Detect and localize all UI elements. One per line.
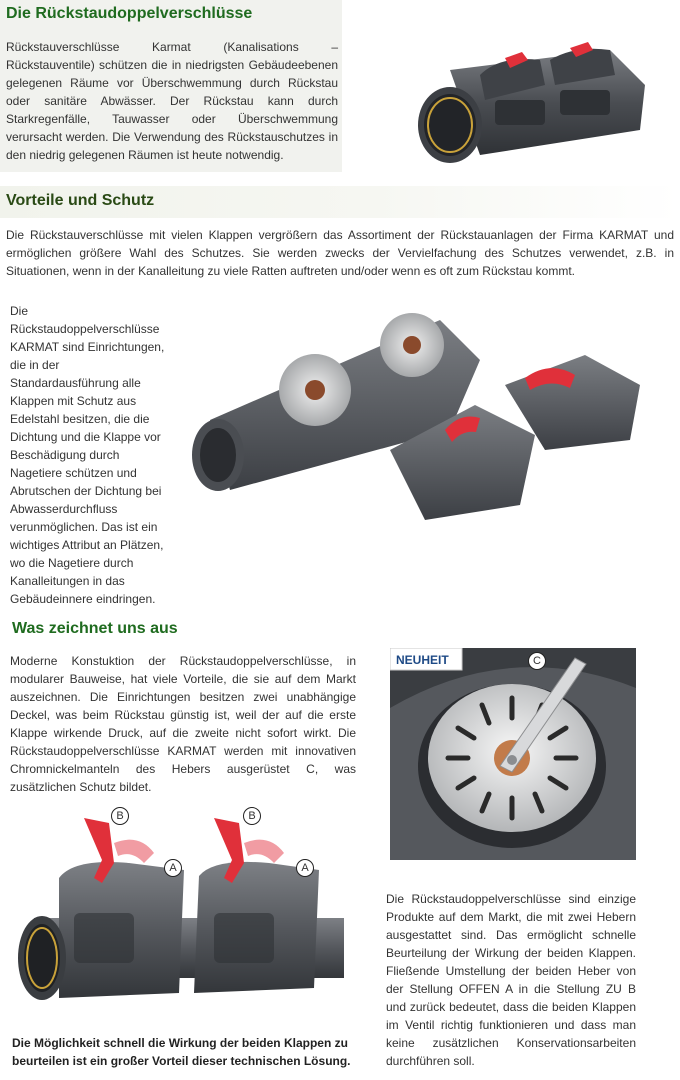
neuheit-badge: NEUHEIT [396,653,449,667]
levers-description: Die Rückstaudoppelverschlüsse sind einzige Produkte auf dem Markt, die mit zwei Hebern ausgestattet sind. Das ermöglicht schnelle Beurteilung der Wirkung der beiden Klappen. Fließende Umstellung der beiden Heber von der Stellung OFFEN A in die Stellung ZU B und zurück bedeutet, dass die beiden Klappen im Ventil richtig funktionieren und dass man keine zusätzlichen Konservationsarbeiten durchführen soll. [386,892,636,1068]
intro-paragraph: Rückstauverschlüsse Karmat (Kanalisations – Rückstauventile) schützen die in niedrigsten Gebäudeebenen gelegenen Räume vor Überschwemmung durch Rückstau oder sanitäre Abwässer. Der Rückstau kann durch Starkregenfälle, Tauwasser oder Überschwemmung verursacht werden. Die Verwendung des Rückstauschutzes in den niedrig gelegenen Räumen ist heute notwendig. [6,40,338,162]
features-paragraph: Moderne Konstuktion der Rückstaudoppelverschlüsse, in modularer Bauweise, hat viele Vorteile, die sie auf dem Markt auszeichnen. Die Einrichtungen besitzen zwei unabhängige Deckel, was beim Rückstau günstig ist, weil der auf die erste Klappe wirkende Druck, auf die zweite nicht sofort wirkt. Die Rückstaudoppelverschlüsse KARMAT werden mit innovativen Chromnickelmanteln des Hebers ausgerüstet C, was zusätzlichen Schutz bildet. [10,654,356,794]
marker-c-label: C [533,655,541,667]
marker-a-right-label: A [301,862,309,874]
marker-a-left-label: A [169,862,177,874]
marker-b-left [111,807,129,825]
marker-c [528,652,546,670]
product-image-heber-closeup [390,648,636,860]
marker-a-left [164,859,182,877]
marker-b-left-label: B [116,810,124,822]
product-image-open-valve [190,300,670,530]
levers-caption: Die Möglichkeit schnell die Wirkung der beiden Klappen zu beurteilen ist ein großer Vorteil dieser technischen Lösung. [12,1036,351,1068]
marker-b-right [243,807,261,825]
product-image-double-valve-top [410,30,665,170]
advantages-paragraph: Die Rückstauverschlüsse mit vielen Klappen vergrößern das Assortiment der Rückstauanlagen der Firma KARMAT und ermöglichen größere Wahl des Schutzes. Sie werden zwecks der Vervielfachung des Schutzes verwendet, z.B. in Situationen, wenn in der Kanalleitung zu viele Ratten auftreten und/oder wenn es oft zum Rückstau kommt. [6,228,674,278]
advantages-side-text: Die Rückstaudoppelverschlüsse KARMAT sind Einrichtungen, die in der Standardausführung alle Klappen mit Schutz aus Edelstahl besitzen, die die Dichtung und die Klappe vor Beschädigung durch Nagetiere schützen und Abrutschen der Dichtung bei Abwasserdurchfluss verunmöglichen. Das ist ein wichtiges Attribut an Plätzen, wo die Nagetiere durch Kanalleitungen in das Gebäudeinnere eindringen. [10,304,165,606]
section-title-advantages: Vorteile und Schutz [6,192,155,209]
section-title-intro: Die Rückstaudoppelverschlüsse [6,5,253,22]
product-image-double-valve-levers [14,808,356,1028]
marker-b-right-label: B [248,810,256,822]
marker-a-right [296,859,314,877]
section-title-features: Was zeichnet uns aus [12,620,178,637]
